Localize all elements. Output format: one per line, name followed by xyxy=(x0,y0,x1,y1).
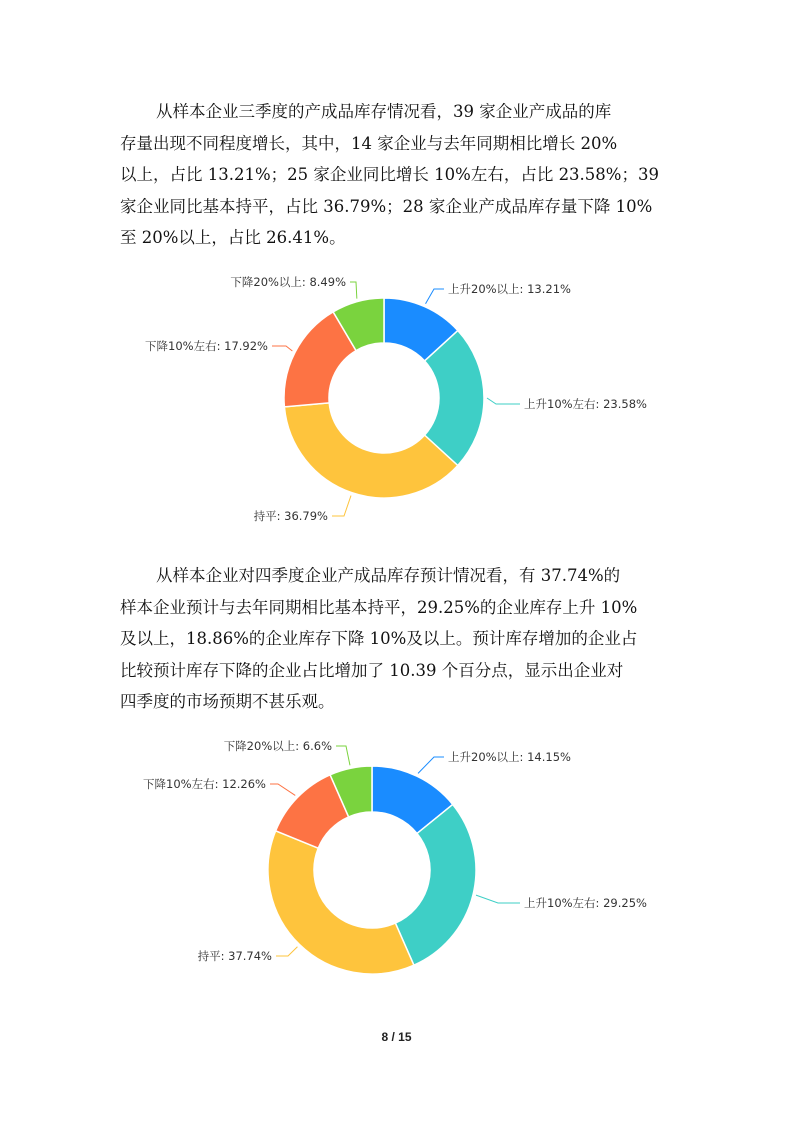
data-label: 上升10%左右: 23.58% xyxy=(524,397,647,411)
text-line: 存量出现不同程度增长，其中，14 家企业与去年同期相比增长 20% xyxy=(120,133,618,153)
data-label: 下降10%左右: 12.26% xyxy=(143,777,266,791)
data-label: 持平: 36.79% xyxy=(253,509,328,523)
donut-chart-svg xyxy=(100,722,700,992)
text-line: 从样本企业三季度的产成品库存情况看，39 家企业产成品的库 xyxy=(156,102,612,121)
leader-line xyxy=(272,346,292,351)
text-line: 至 20%以上，占比 26.41%。 xyxy=(120,228,346,247)
paragraph-inventory-q4-forecast xyxy=(120,560,680,718)
donut-segment xyxy=(395,804,476,965)
data-label: 上升20%以上: 13.21% xyxy=(448,282,571,296)
text-line: 从样本企业对四季度企业产成品库存预计情况看，有 37.74%的 xyxy=(156,566,621,585)
leader-line xyxy=(476,895,520,903)
donut-segment xyxy=(268,831,414,974)
data-label: 下降20%以上: 8.49% xyxy=(230,275,346,289)
data-label: 下降20%以上: 6.6% xyxy=(223,739,332,753)
text-line: 以上，占比 13.21%；25 家企业同比增长 10%左右，占比 23.58%；39 xyxy=(120,165,659,184)
text-line: 及以上，18.86%的企业库存下降 10%及以上。预计库存增加的企业占 xyxy=(120,629,638,648)
leader-line xyxy=(487,398,520,404)
donut-chart-q3-inventory xyxy=(100,258,700,538)
leader-line xyxy=(270,784,295,795)
leader-line xyxy=(418,757,444,773)
data-label: 持平: 37.74% xyxy=(197,949,272,963)
text-line: 比较预计库存下降的企业占比增加了 10.39 个百分点，显示出企业对 xyxy=(120,660,624,680)
donut-segment xyxy=(284,403,457,498)
leader-line xyxy=(336,746,350,765)
data-label: 下降10%左右: 17.92% xyxy=(145,339,268,353)
leader-line xyxy=(332,496,351,516)
page-number: 8 / 15 xyxy=(381,1030,412,1044)
leader-line xyxy=(426,289,444,304)
text-line: 样本企业预计与去年同期相比基本持平，29.25%的企业库存上升 10% xyxy=(120,597,638,617)
paragraph-inventory-q3 xyxy=(120,96,680,254)
leader-line xyxy=(276,947,297,956)
data-label: 上升20%以上: 14.15% xyxy=(448,750,571,764)
text-line: 四季度的市场预期不甚乐观。 xyxy=(120,692,335,711)
data-label: 上升10%左右: 29.25% xyxy=(524,896,647,910)
text-line: 家企业同比基本持平，占比 36.79%；28 家企业产成品库存量下降 10% xyxy=(120,196,653,216)
leader-line xyxy=(350,282,357,299)
donut-chart-q4-forecast xyxy=(100,722,700,992)
donut-chart-svg xyxy=(100,258,700,538)
